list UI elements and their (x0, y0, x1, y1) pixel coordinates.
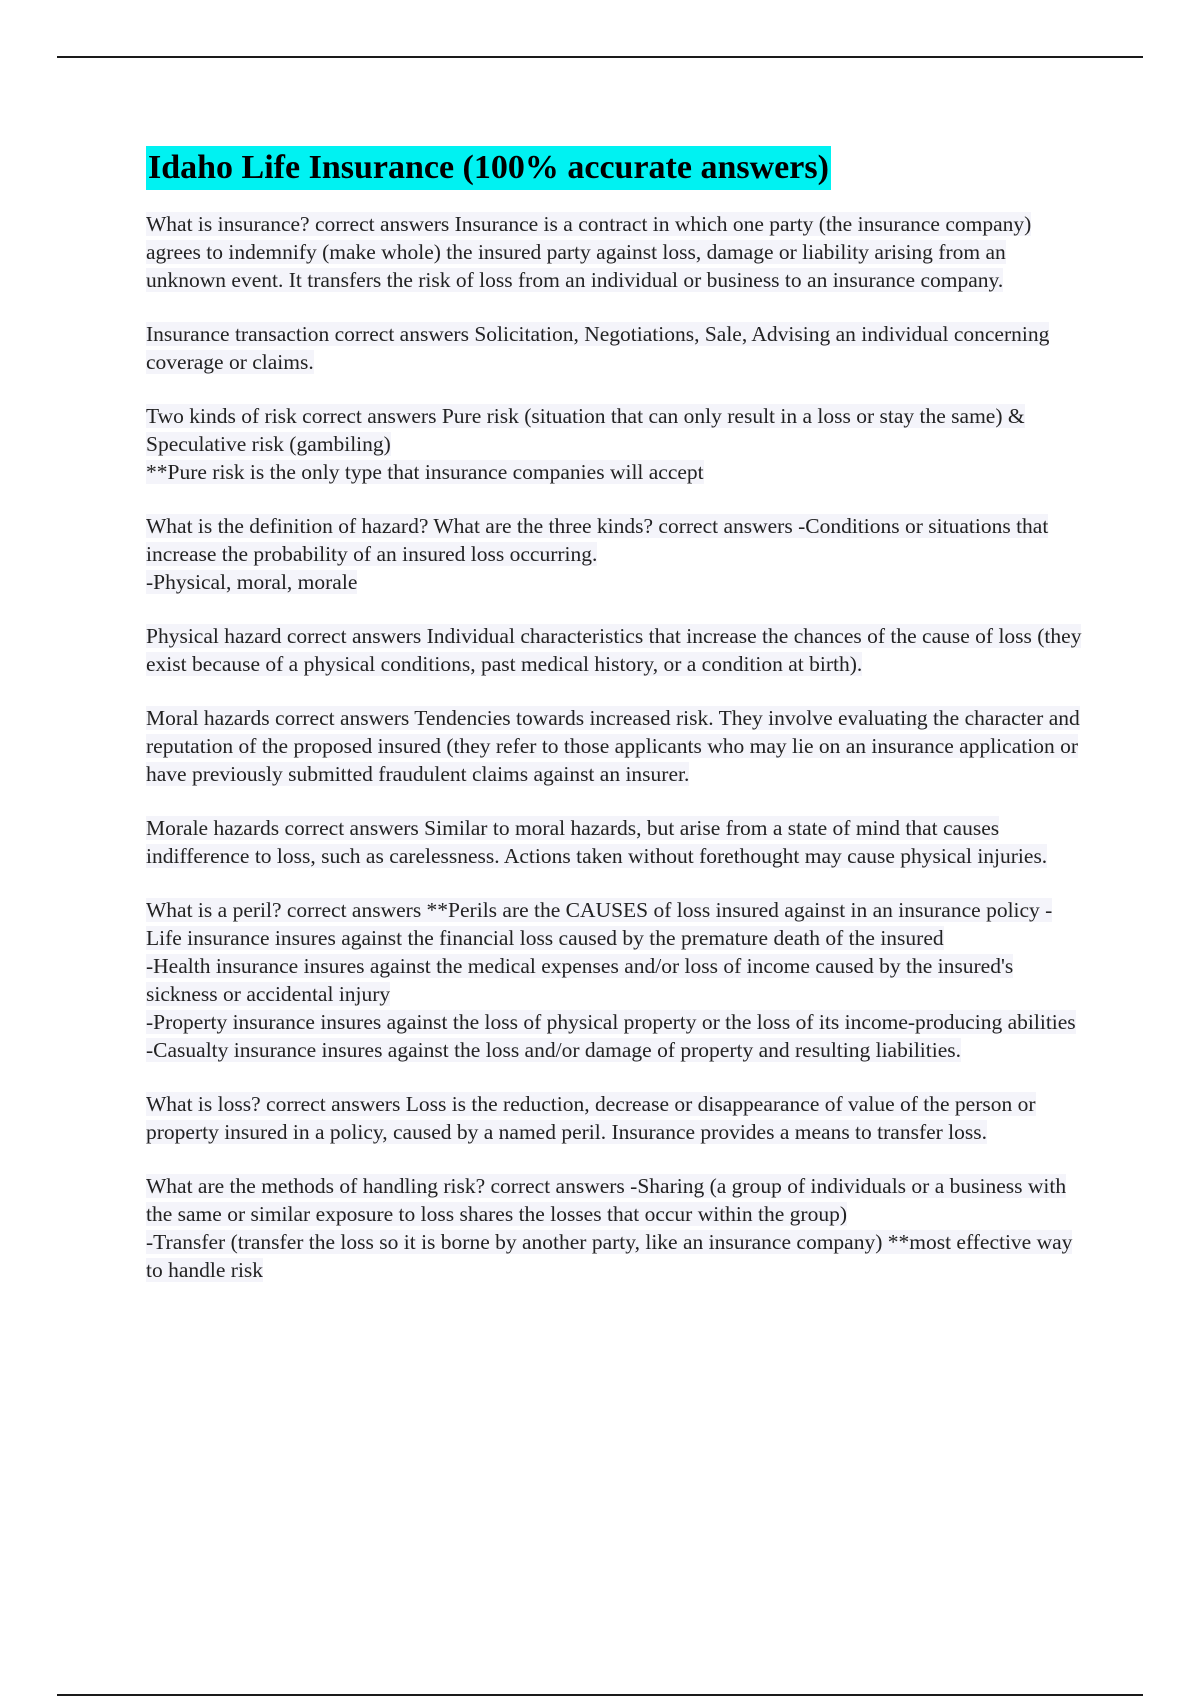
qa-entry-hazard (146, 512, 1086, 596)
qa-line: What is the definition of hazard? What are the three kinds? correct answers -Conditions or situations that increase the probability of an insured loss occurring. (146, 514, 1049, 566)
qa-line: -Transfer (transfer the loss so it is borne by another party, like an insurance company) **most effective way to handle risk (146, 1230, 1073, 1282)
qa-entry-morale-hazards (146, 814, 1086, 870)
document-title: Idaho Life Insurance (100% accurate answers) (146, 146, 831, 190)
qa-entry-moral-hazards (146, 704, 1086, 788)
qa-line: What is a peril? correct answers **Perils are the CAUSES of loss insured against in an insurance policy -Life insurance insures against the financial loss caused by the premature death of the insured (146, 898, 1053, 950)
qa-line: Morale hazards correct answers Similar to moral hazards, but arise from a state of mind that causes indifference to loss, such as carelessness. Actions taken without forethought may cause physical injuries. (146, 816, 1048, 868)
qa-line: **Pure risk is the only type that insurance companies will accept (146, 460, 704, 484)
qa-line: Two kinds of risk correct answers Pure risk (situation that can only result in a loss or stay the same) & Speculative risk (gambiling) (146, 404, 1025, 456)
document-body (146, 146, 1086, 1310)
qa-line: What is loss? correct answers Loss is the reduction, decrease or disappearance of value of the person or property insured in a policy, caused by a named peril. Insurance provides a means to transfer loss. (146, 1092, 1036, 1144)
qa-entry-insurance (146, 210, 1086, 294)
top-rule (57, 56, 1143, 58)
qa-line: What is insurance? correct answers Insurance is a contract in which one party (the insurance company) agrees to indemnify (make whole) the insured party against loss, damage or liability arising from an unknown event. It transfers the risk of loss from an individual or business to an insurance company. (146, 212, 1032, 292)
qa-line: Insurance transaction correct answers Solicitation, Negotiations, Sale, Advising an individual concerning coverage or claims. (146, 322, 1050, 374)
qa-entry-insurance-transaction (146, 320, 1086, 376)
qa-line: -Casualty insurance insures against the loss and/or damage of property and resulting liabilities. (146, 1038, 962, 1062)
bottom-rule (57, 1694, 1143, 1696)
qa-entry-handling-risk (146, 1172, 1086, 1284)
qa-entry-physical-hazard (146, 622, 1086, 678)
qa-line: What are the methods of handling risk? correct answers -Sharing (a group of individuals or a business with the same or similar exposure to loss shares the losses that occur within the group) (146, 1174, 1067, 1226)
qa-entry-kinds-of-risk (146, 402, 1086, 486)
qa-line: -Physical, moral, morale (146, 570, 358, 594)
qa-entry-loss (146, 1090, 1086, 1146)
qa-line: Moral hazards correct answers Tendencies towards increased risk. They involve evaluating the character and reputation of the proposed insured (they refer to those applicants who may lie on an insurance application or have previously submitted fraudulent claims against an insurer. (146, 706, 1080, 786)
qa-line: Physical hazard correct answers Individual characteristics that increase the chances of the cause of loss (they exist because of a physical conditions, past medical history, or a condition at birth). (146, 624, 1082, 676)
qa-line: -Property insurance insures against the loss of physical property or the loss of its income-producing abilities (146, 1010, 1076, 1034)
qa-line: -Health insurance insures against the medical expenses and/or loss of income caused by the insured's sickness or accidental injury (146, 954, 1014, 1006)
qa-entry-peril (146, 896, 1086, 1064)
